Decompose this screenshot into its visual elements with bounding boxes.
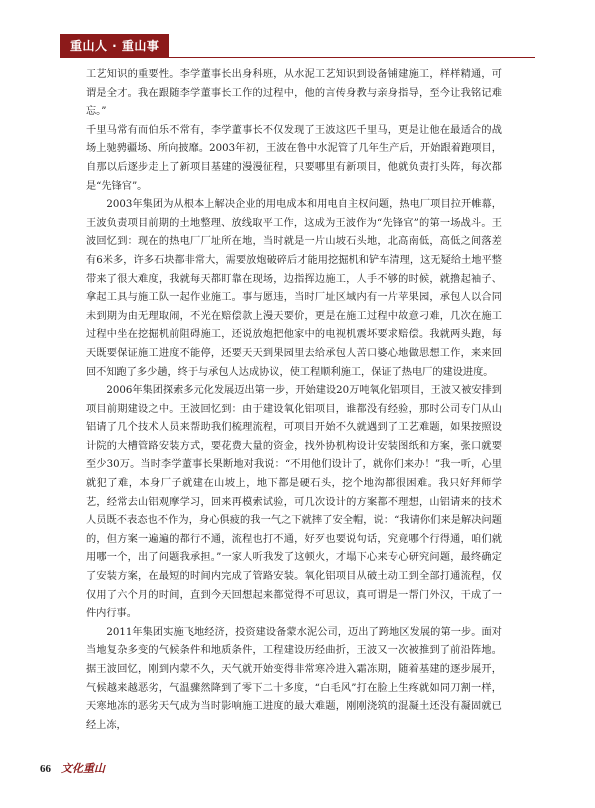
paragraph: 2006年集团探索多元化发展迈出第一步，开始建设20万吨氧化铝项目，王波又被安排到项目前期建设之中。王波回忆到：由于建设氧化铝项目，谁都没有经验，那时公司专门从山铝请了几个技术人员来帮助我们梳理流程，可项目开始不久就遇到了工艺难题，如果按照设计院的大槽管路安装方式，要花费大量的资金，找外协机构设计安装图纸和方案，张口就要至少30万。当时李学董事长果断地对我说：“不用他们设计了，就你们来办！”我一听，心里就犯了难，本身厂子就建在山坡上，地下都是硬石头，挖个地沟都很困难。我只好拜师学艺，经常去山铝观摩学习，回来再模索试验，可几次设计的方案都不理想，山铝请来的技术人员既不表态也不作为，身心俱疲的我一气之下就摔了安全帽，说：“我请你们来是解决问题的，但方案一遍遍的都行不通，流程也打不通，好歹也要说句话，究竟哪个行得通，咱们就用哪一个，出了问题我承担。”一家人听我发了这顿火，才塌下心来专心研究问题，最终确定了安装方案，在最短的时间内完成了管路安装。氧化铝项目从破土动工到全部打通流程，仅仅用了六个月的时间，直到今天回想起来都觉得不可思议，真可谓是一帮门外汉，干成了一件内行事。 <box>86 385 502 620</box>
magazine-logo: 文化重山 <box>61 762 105 775</box>
paragraph: 千里马常有而伯乐不常有，李学董事长不仅发现了王波这匹千里马，更是让他在最适合的战场上驰骋疆场、所向披靡。2003年初，王波在鲁中水泥管了几年生产后，开始跟着跑项目，自那以后逐步走上了新项目基建的漫漫征程，只要哪里有新项目，他就负责打头阵，每次都是“先锋官”。 <box>86 124 502 192</box>
section-header <box>60 34 169 57</box>
paragraph: 工艺知识的重要性。李学董事长出身科班，从水泥工艺知识到设备铺建施工，样样精通，可谓是全才。我在跟随李学董事长工作的过程中，他的言传身教与亲身指导，至今让我铭记难忘。” <box>86 69 502 118</box>
section-title: 重山人 · 重山事 <box>60 34 169 57</box>
header-divider <box>60 57 535 58</box>
paragraph: 2003年集团为从根本上解决企业的用电成本和用电自主权问题，热电厂项目拉开帷幕，王波负责项目前期的土地整理、放线取平工作，这成为王波作为“先锋官”的第一场战斗。王波回忆到：现在的热电厂厂址所在地，当时就是一片山坡石头地，北高南低，高低之间落差有6米多，许多石块都非常大，需要放炮破碎后才能用挖掘机和铲车清理，这无疑给土地平整带来了很大难度，我就每天都盯靠在现场，边指挥边施工，人手不够的时候，就撸起袖子、拿起工具与施工队一起作业施工。事与愿违，当时厂址区域内有一片苹果园，承包人以合同未到期为由无理取闹，不光在赔偿款上漫天要价，更是在施工过程中故意刁难，几次在施工过程中坐在挖掘机前阻碍施工，还说放炮把他家中的电视机震坏要求赔偿。我就两头跑，每天既要保证施工进度不能停，还要天天到果园里去给承包人苦口婆心地做思想工作，来来回回不知跑了多少趟，终于与承包人达成协议，使工程顺利施工，保证了热电厂的建设进度。 <box>86 199 502 378</box>
page-footer <box>40 760 105 776</box>
page-top-band <box>0 0 595 14</box>
paragraph: 2011年集团实施飞地经济，投资建设备蒙水泥公司，迈出了跨地区发展的第一步。面对当地复杂多变的气候条件和地质条件，工程建设历经曲折，王波又一次被推到了前沿阵地。据王波回忆，刚到内蒙不久，天气就开始变得非常寒冷进入霜冻期，随着基建的逐步展开，气候越来越恶劣，气温骤然降到了零下二十多度，“白毛风”打在脸上生疼就如同刀割一样，天寒地冻的恶劣天气成为当时影响施工进度的最大难题，刚刚浇筑的混凝土还没有凝固就已经上冻， <box>86 626 502 731</box>
page-number: 66 <box>40 763 51 775</box>
article-body <box>86 66 502 735</box>
